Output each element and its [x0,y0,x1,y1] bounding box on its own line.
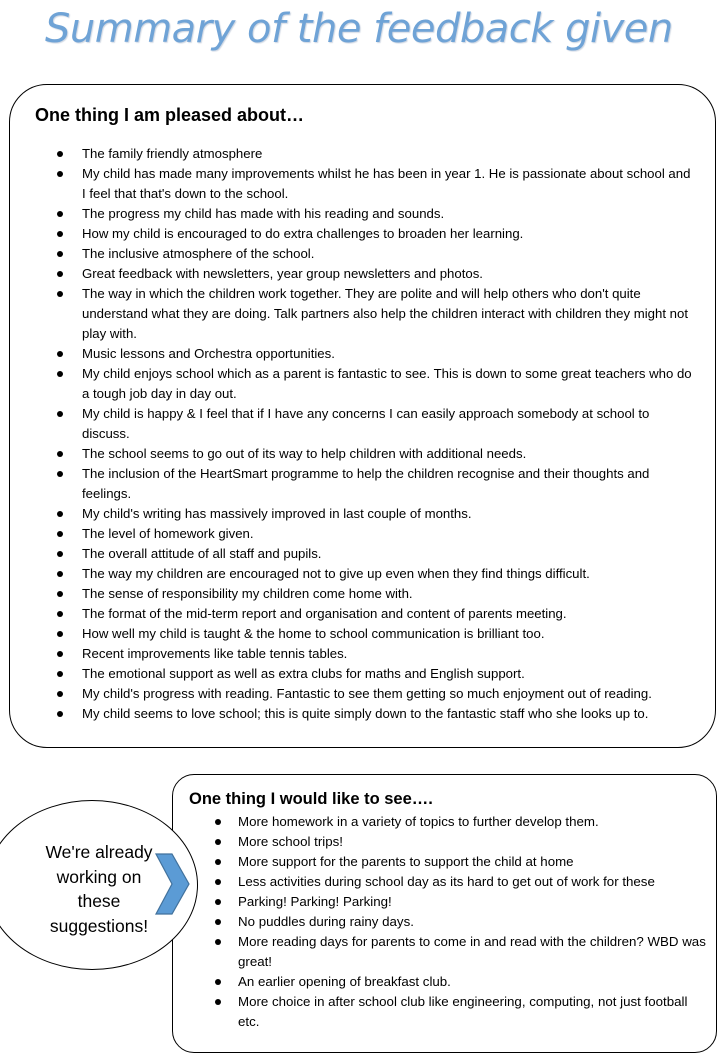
bullet-icon [57,411,63,417]
callout-line: these [77,891,121,911]
list-item [54,224,694,244]
list-item-text: Parking! Parking! Parking! [238,894,392,909]
list-item [207,852,707,872]
list-item-text: My child seems to love school; this is quite simply down to the fantastic staff who she looks up to. [82,706,649,721]
bullet-icon [215,859,221,865]
list-item [54,584,694,604]
bullet-icon [215,939,221,945]
bullet-icon [57,231,63,237]
list-item-text: My child enjoys school which as a parent is fantastic to see. This is down to some great teachers who do a tough job day in day out. [82,366,692,401]
bullet-icon [215,899,221,905]
list-item-text: My child has made many improvements whilst he has been in year 1. He is passionate about school and I feel that that's down to the school. [82,166,691,201]
list-item [54,164,694,204]
bullet-icon [57,451,63,457]
list-item-text: The sense of responsibility my children come home with. [82,586,413,601]
list-item-text: The progress my child has made with his reading and sounds. [82,206,445,221]
list-item-text: Music lessons and Orchestra opportunities. [82,346,335,361]
bullet-icon [57,551,63,557]
list-item [207,872,707,892]
list-item [207,832,707,852]
bullet-icon [57,631,63,637]
list-item [54,364,694,404]
list-item-text: How my child is encouraged to do extra challenges to broaden her learning. [82,226,524,241]
list-item-text: More homework in a variety of topics to further develop them. [238,814,599,829]
list-item-text: More reading days for parents to come in and read with the children? WBD was great! [238,934,706,969]
bullet-icon [57,151,63,157]
list-item [207,912,707,932]
list-item-text: The way in which the children work together. They are polite and will help others who don't quite understand what they are doing. Talk partners also help the children interact with children they might not play with. [82,286,688,341]
list-item-text: My child's writing has massively improved in last couple of months. [82,506,472,521]
bullet-icon [57,211,63,217]
list-item [54,684,694,704]
list-item [54,664,694,684]
bullet-icon [57,171,63,177]
callout-line: We're already [45,842,153,862]
list-item [207,932,707,972]
list-item [207,812,707,832]
bullet-icon [57,671,63,677]
list-item [54,524,694,544]
bullet-icon [57,291,63,297]
list-item-text: The inclusion of the HeartSmart programme to help the children recognise and their thoughts and feelings. [82,466,650,501]
list-item [54,624,694,644]
bullet-icon [215,999,221,1005]
bullet-icon [57,691,63,697]
list-item [207,892,707,912]
bullet-icon [215,879,221,885]
bullet-icon [57,611,63,617]
list-item [54,604,694,624]
list-item [54,704,694,724]
callout-text [24,840,174,938]
list-item [54,284,694,344]
bullet-icon [57,271,63,277]
list-item [54,144,694,164]
like-to-see-list [207,812,707,1032]
pleased-panel [9,84,716,748]
bullet-icon [57,711,63,717]
list-item-text: Less activities during school day as its hard to get out of work for these [238,874,655,889]
bullet-icon [215,919,221,925]
list-item [54,464,694,504]
bullet-icon [57,571,63,577]
list-item-text: The way my children are encouraged not to give up even when they find things difficult. [82,566,590,581]
list-item [54,264,694,284]
list-item-text: My child's progress with reading. Fantastic to see them getting so much enjoyment out of reading. [82,686,652,701]
bullet-icon [215,979,221,985]
list-item [54,404,694,444]
bullet-icon [57,351,63,357]
list-item-text: The emotional support as well as extra clubs for maths and English support. [82,666,525,681]
bullet-icon [57,371,63,377]
bullet-icon [57,471,63,477]
pleased-list [54,144,694,724]
list-item [54,644,694,664]
chevron-right-icon [155,852,191,916]
like-to-see-heading: One thing I would like to see…. [189,790,433,808]
list-item-text: Recent improvements like table tennis tables. [82,646,348,661]
list-item [54,344,694,364]
list-item-text: The school seems to go out of its way to help children with additional needs. [82,446,527,461]
bullet-icon [57,531,63,537]
list-item [207,992,707,1032]
list-item [54,204,694,224]
list-item-text: My child is happy & I feel that if I have any concerns I can easily approach somebody at school to discuss. [82,406,650,441]
list-item-text: An earlier opening of breakfast club. [238,974,451,989]
list-item-text: More school trips! [238,834,343,849]
bullet-icon [57,591,63,597]
list-item [207,972,707,992]
chevron-shape [156,854,189,914]
list-item-text: The level of homework given. [82,526,254,541]
list-item [54,544,694,564]
list-item-text: Great feedback with newsletters, year group newsletters and photos. [82,266,483,281]
bullet-icon [57,651,63,657]
bullet-icon [215,839,221,845]
list-item-text: The format of the mid-term report and organisation and content of parents meeting. [82,606,567,621]
like-to-see-panel [172,774,717,1053]
list-item-text: The overall attitude of all staff and pupils. [82,546,322,561]
pleased-heading: One thing I am pleased about… [35,105,305,125]
callout-line: working on [56,866,142,887]
bullet-icon [57,511,63,517]
list-item [54,444,694,464]
list-item-text: How well my child is taught & the home to school communication is brilliant too. [82,626,545,641]
list-item [54,244,694,264]
list-item-text: No puddles during rainy days. [238,914,414,929]
list-item-text: The family friendly atmosphere [82,146,263,161]
list-item-text: More choice in after school club like engineering, computing, not just football etc. [238,994,688,1029]
page-title: Summary of the feedback given [45,6,673,52]
list-item-text: The inclusive atmosphere of the school. [82,246,315,261]
list-item [54,504,694,524]
bullet-icon [215,819,221,825]
bullet-icon [57,251,63,257]
list-item [54,564,694,584]
list-item-text: More support for the parents to support the child at home [238,854,574,869]
callout-line: suggestions! [49,915,149,936]
